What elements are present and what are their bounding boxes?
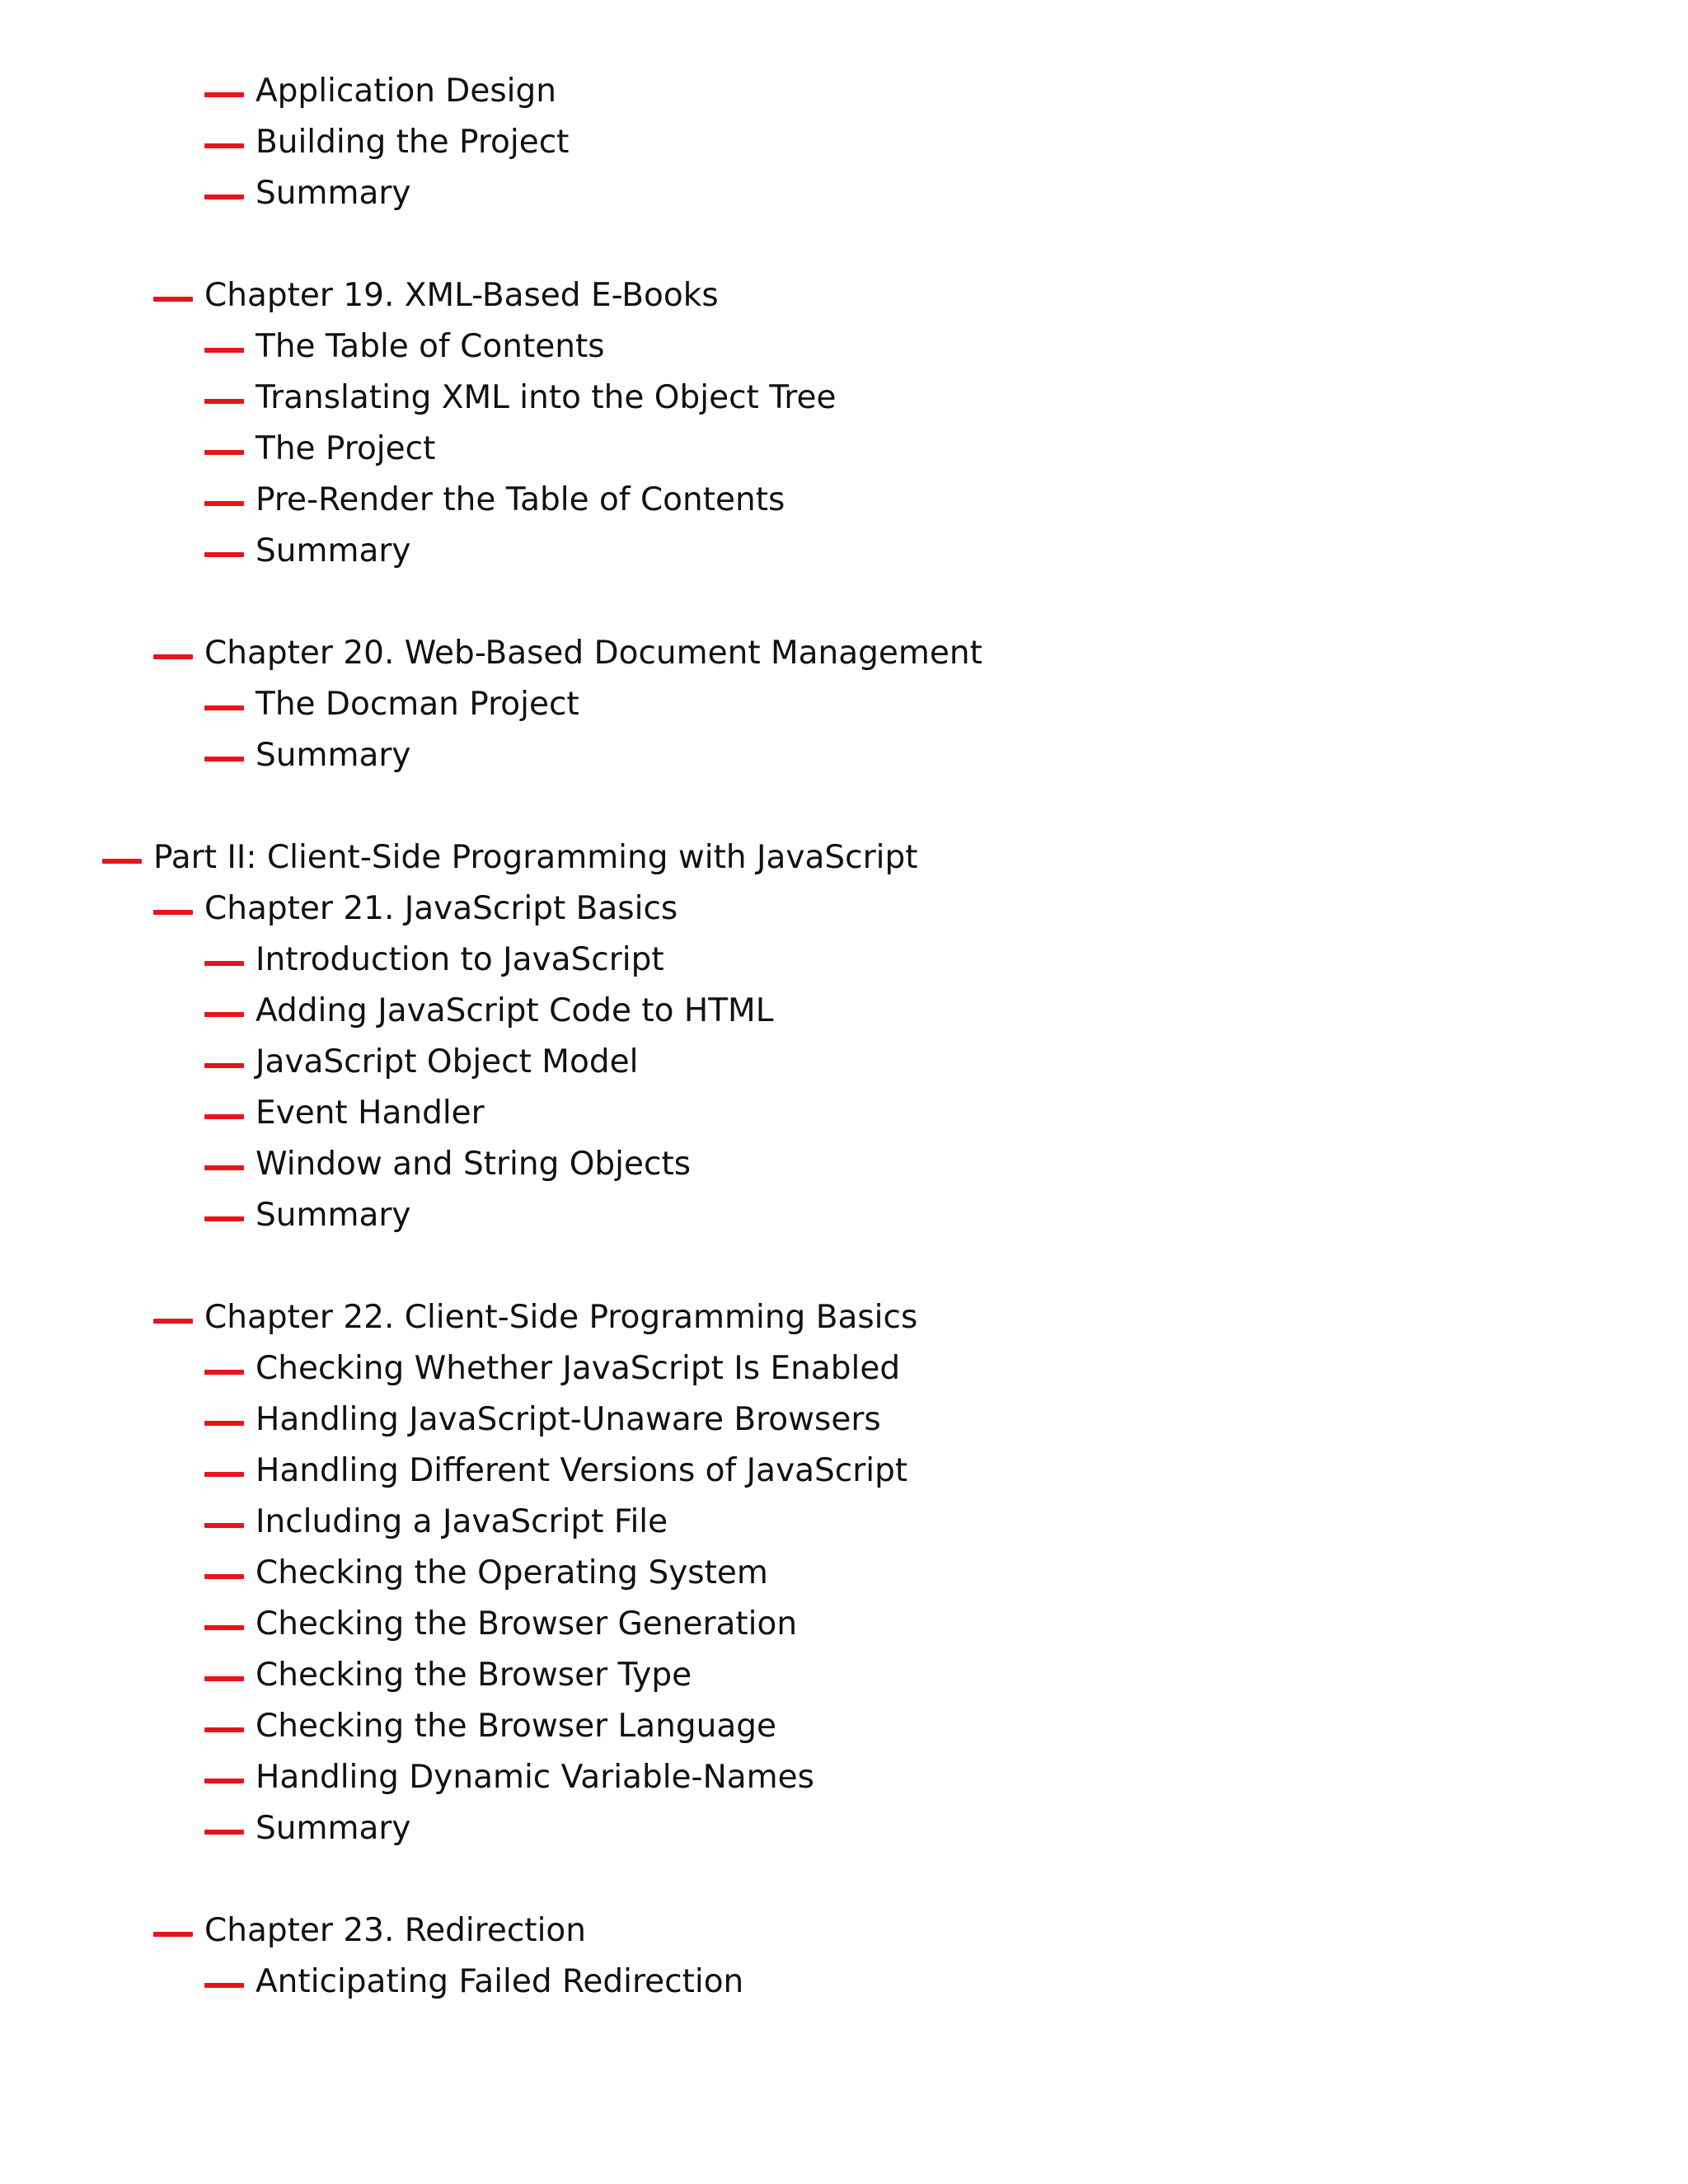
toc-entry-label: The Table of Contents — [256, 328, 605, 365]
toc-entry-label: Part II: Client-Side Programming with JavaScript — [153, 839, 918, 876]
red-dash-bullet-icon — [204, 348, 244, 353]
toc-entry-label: Checking the Browser Language — [256, 1708, 776, 1745]
toc-entry-label: Chapter 19. XML-Based E-Books — [204, 277, 719, 314]
red-dash-bullet-icon — [204, 1063, 244, 1068]
toc-section-entry[interactable] — [0, 679, 1688, 730]
toc-section-entry[interactable] — [0, 1343, 1688, 1394]
red-dash-bullet-icon — [204, 1574, 244, 1579]
toc-entry-label: Pre-Render the Table of Contents — [256, 481, 785, 518]
toc-entry-label: Anticipating Failed Redirection — [256, 1963, 744, 2000]
red-dash-bullet-icon — [204, 552, 244, 557]
toc-entry-label: Chapter 23. Redirection — [204, 1912, 586, 1949]
toc-section-entry[interactable] — [0, 117, 1688, 168]
toc-part-entry[interactable] — [0, 832, 1688, 883]
toc-section-entry[interactable] — [0, 1957, 1688, 2008]
red-dash-bullet-icon — [153, 1319, 193, 1324]
red-dash-bullet-icon — [204, 1523, 244, 1528]
toc-chapter-entry[interactable] — [0, 628, 1688, 679]
toc-entry-label: Checking the Browser Type — [256, 1657, 692, 1694]
red-dash-bullet-icon — [204, 1421, 244, 1426]
red-dash-bullet-icon — [153, 654, 193, 659]
toc-entry-label: Summary — [256, 737, 411, 774]
red-dash-bullet-icon — [204, 399, 244, 404]
toc-section-entry[interactable] — [0, 1446, 1688, 1497]
toc-entry-label: Checking Whether JavaScript Is Enabled — [256, 1350, 901, 1387]
toc-entry-label: Checking the Browser Generation — [256, 1605, 798, 1643]
toc-entry-label: Window and String Objects — [256, 1146, 692, 1183]
red-dash-bullet-icon — [153, 910, 193, 915]
toc-section-entry[interactable] — [0, 986, 1688, 1037]
red-dash-bullet-icon — [204, 194, 244, 199]
red-dash-bullet-icon — [204, 1370, 244, 1375]
toc-entry-label: Translating XML into the Object Tree — [256, 379, 837, 416]
toc-entry-label: Chapter 22. Client-Side Programming Basics — [204, 1299, 918, 1336]
toc-section-entry[interactable] — [0, 1548, 1688, 1599]
toc-section-entry[interactable] — [0, 1497, 1688, 1548]
toc-section-entry[interactable] — [0, 935, 1688, 986]
toc-entry-label: The Project — [256, 430, 436, 467]
toc-section-entry[interactable] — [0, 526, 1688, 577]
toc-entry-label: Event Handler — [256, 1094, 485, 1132]
toc-section-entry[interactable] — [0, 1394, 1688, 1446]
red-dash-bullet-icon — [204, 1830, 244, 1835]
toc-entry-label: JavaScript Object Model — [256, 1043, 639, 1080]
red-dash-bullet-icon — [153, 1932, 193, 1937]
toc-entry-label: Summary — [256, 1197, 411, 1234]
toc-section-entry[interactable] — [0, 1139, 1688, 1190]
toc-chapter-entry[interactable] — [0, 1905, 1688, 1957]
toc-entry-label: Including a JavaScript File — [256, 1503, 668, 1540]
red-dash-bullet-icon — [204, 705, 244, 710]
toc-section-entry[interactable] — [0, 1190, 1688, 1241]
toc-entry-label: Building the Project — [256, 124, 570, 161]
red-dash-bullet-icon — [204, 450, 244, 455]
toc-chapter-entry[interactable] — [0, 1292, 1688, 1343]
toc-section-entry[interactable] — [0, 730, 1688, 781]
red-dash-bullet-icon — [204, 1114, 244, 1119]
red-dash-bullet-icon — [204, 1676, 244, 1681]
red-dash-bullet-icon — [204, 1165, 244, 1170]
toc-entry-label: The Docman Project — [256, 686, 579, 723]
toc-section-entry[interactable] — [0, 1803, 1688, 1854]
toc-entry-label: Adding JavaScript Code to HTML — [256, 992, 774, 1029]
red-dash-bullet-icon — [204, 501, 244, 506]
toc-entry-label: Handling Different Versions of JavaScript — [256, 1452, 908, 1489]
red-dash-bullet-icon — [204, 1216, 244, 1221]
toc-entry-label: Handling JavaScript-Unaware Browsers — [256, 1401, 881, 1438]
red-dash-bullet-icon — [204, 92, 244, 97]
toc-section-entry[interactable] — [0, 1752, 1688, 1803]
toc-section-entry[interactable] — [0, 1650, 1688, 1701]
red-dash-bullet-icon — [204, 1012, 244, 1017]
toc-section-entry[interactable] — [0, 66, 1688, 117]
toc-entry-label: Application Design — [256, 73, 556, 110]
red-dash-bullet-icon — [204, 1983, 244, 1988]
toc-section-entry[interactable] — [0, 1088, 1688, 1139]
toc-entry-label: Summary — [256, 1810, 411, 1847]
table-of-contents — [0, 66, 1688, 2008]
toc-section-entry[interactable] — [0, 321, 1688, 373]
toc-entry-label: Checking the Operating System — [256, 1554, 768, 1591]
toc-section-entry[interactable] — [0, 475, 1688, 526]
toc-section-entry[interactable] — [0, 168, 1688, 219]
toc-entry-label: Chapter 20. Web-Based Document Management — [204, 635, 982, 672]
toc-entry-label: Summary — [256, 175, 411, 212]
toc-entry-label: Handling Dynamic Variable-Names — [256, 1759, 814, 1796]
red-dash-bullet-icon — [204, 961, 244, 966]
toc-chapter-entry[interactable] — [0, 270, 1688, 321]
toc-section-entry[interactable] — [0, 373, 1688, 424]
toc-section-entry[interactable] — [0, 1701, 1688, 1752]
red-dash-bullet-icon — [204, 143, 244, 148]
red-dash-bullet-icon — [204, 1727, 244, 1732]
red-dash-bullet-icon — [204, 1472, 244, 1477]
toc-entry-label: Summary — [256, 532, 411, 569]
red-dash-bullet-icon — [204, 1779, 244, 1783]
toc-chapter-entry[interactable] — [0, 883, 1688, 935]
red-dash-bullet-icon — [204, 757, 244, 762]
toc-section-entry[interactable] — [0, 424, 1688, 475]
red-dash-bullet-icon — [204, 1625, 244, 1630]
red-dash-bullet-icon — [102, 859, 142, 864]
toc-entry-label: Chapter 21. JavaScript Basics — [204, 890, 678, 927]
toc-entry-label: Introduction to JavaScript — [256, 941, 664, 978]
red-dash-bullet-icon — [153, 297, 193, 302]
toc-section-entry[interactable] — [0, 1037, 1688, 1088]
toc-section-entry[interactable] — [0, 1599, 1688, 1650]
